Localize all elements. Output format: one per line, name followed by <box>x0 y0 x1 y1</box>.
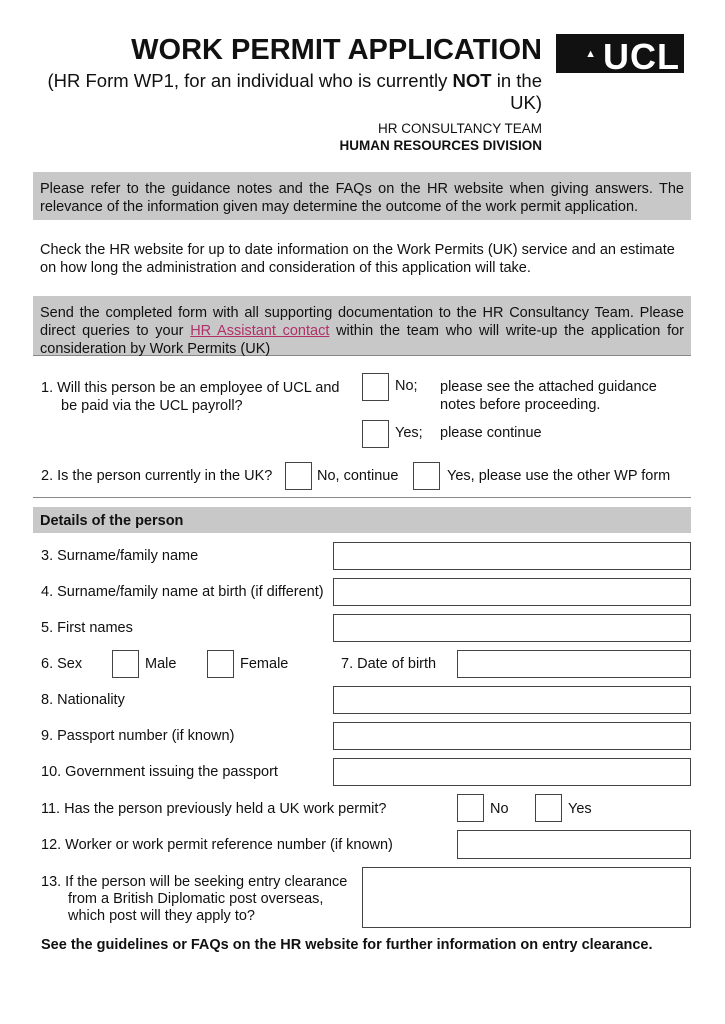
q11-yes-label: Yes <box>568 801 592 817</box>
team-info <box>339 120 542 154</box>
q3-label: 3. Surname/family name <box>41 548 199 564</box>
q1-no-checkbox[interactable] <box>362 373 389 401</box>
q1-line1: 1. Will this person be an employee of UCL and <box>41 380 340 396</box>
logo-text: UCL <box>603 36 680 73</box>
q6-label: 6. Sex <box>41 656 83 672</box>
notice-text-end: within the team who will write-up the application for consideration by Work Permits (UK) <box>40 323 684 357</box>
hr-assistant-link[interactable]: HR Assistant contact <box>190 323 330 339</box>
passport-government-input[interactable] <box>333 758 691 786</box>
page-title: WORK PERMIT APPLICATION <box>131 34 542 66</box>
q1-no-text-l2: notes before proceeding. <box>440 397 601 413</box>
q11-label: 11. Has the person previously held a UK work permit? <box>41 801 387 817</box>
submission-notice <box>33 296 691 356</box>
q1-yes-text: please continue <box>440 425 542 441</box>
q2-yes-label: Yes, please use the other WP form <box>447 468 671 484</box>
q1-label <box>41 379 339 415</box>
q13-line1: 13. If the person will be seeking entry clearance <box>41 874 348 890</box>
q9-label: 9. Passport number (if known) <box>41 728 235 744</box>
q11-no-checkbox[interactable] <box>457 794 484 822</box>
nationality-input[interactable] <box>333 686 691 714</box>
first-names-input[interactable] <box>333 614 691 642</box>
q1-line2: be paid via the UCL payroll? <box>61 398 243 414</box>
birth-surname-input[interactable] <box>333 578 691 606</box>
division-name: HUMAN RESOURCES DIVISION <box>339 138 542 153</box>
q12-label: 12. Worker or work permit reference number (if known) <box>41 837 393 853</box>
subtitle-text: (HR Form WP1, for an individual who is currently <box>47 70 453 91</box>
permit-reference-input[interactable] <box>457 830 691 859</box>
q13-line3: which post will they apply to? <box>68 908 255 924</box>
sex-female-checkbox[interactable] <box>207 650 234 678</box>
team-name: HR CONSULTANCY TEAM <box>377 121 542 136</box>
section-header: Details of the person <box>33 507 691 533</box>
q13-line2: from a British Diplomatic post overseas, <box>68 891 324 907</box>
sex-male-checkbox[interactable] <box>112 650 139 678</box>
q8-label: 8. Nationality <box>41 692 125 708</box>
q13-label <box>41 874 347 925</box>
q11-no-label: No <box>490 801 509 817</box>
notice-text: Send the completed form with all supporting documentation to the HR Consultancy Team. Please direct queries to your <box>40 305 684 339</box>
q1-no-text-l1: please see the attached guidance <box>440 379 657 395</box>
q4-label: 4. Surname/family name at birth (if different) <box>41 584 324 600</box>
guidance-notice: Please refer to the guidance notes and the FAQs on the HR website when giving answers. The relevance of the information given may determine the outcome of the work permit application. <box>33 172 691 220</box>
divider <box>33 497 691 498</box>
subtitle-emphasis: NOT <box>452 70 492 91</box>
q2-label: 2. Is the person currently in the UK? <box>41 468 273 484</box>
page-subtitle <box>22 70 542 114</box>
q2-no-label: No, continue <box>317 468 399 484</box>
q1-yes-checkbox[interactable] <box>362 420 389 448</box>
subtitle-text-end: in the UK) <box>491 70 542 113</box>
portico-icon: ▲ <box>585 47 597 60</box>
date-of-birth-input[interactable] <box>457 650 691 678</box>
q2-no-checkbox[interactable] <box>285 462 312 490</box>
q2-yes-checkbox[interactable] <box>413 462 440 490</box>
entry-clearance-note: See the guidelines or FAQs on the HR website for further information on entry clearance. <box>41 937 653 953</box>
q1-no-text <box>440 378 657 414</box>
q1-yes-label: Yes; <box>395 425 423 441</box>
surname-input[interactable] <box>333 542 691 570</box>
female-label: Female <box>240 656 289 672</box>
q11-yes-checkbox[interactable] <box>535 794 562 822</box>
q10-label: 10. Government issuing the passport <box>41 764 278 780</box>
male-label: Male <box>145 656 177 672</box>
q5-label: 5. First names <box>41 620 133 636</box>
ucl-logo <box>556 34 684 73</box>
q1-no-label: No; <box>395 378 418 394</box>
website-notice: Check the HR website for up to date information on the Work Permits (UK) service and an estimate on how long the administration and consideration of this application will take. <box>40 242 675 276</box>
diplomatic-post-input[interactable] <box>362 867 691 928</box>
passport-number-input[interactable] <box>333 722 691 750</box>
q7-label: 7. Date of birth <box>341 656 437 672</box>
